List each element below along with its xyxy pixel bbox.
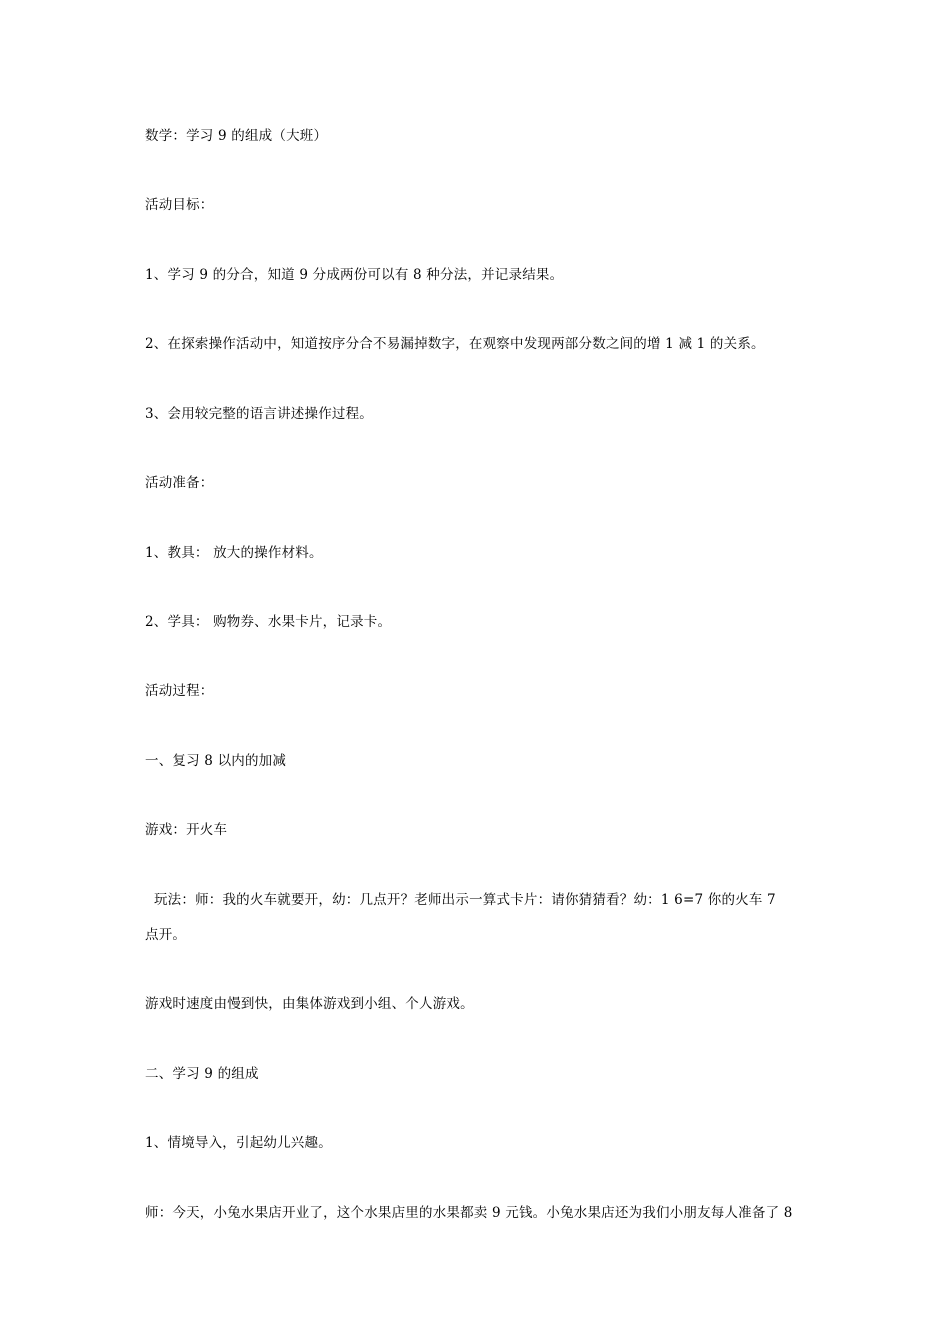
- goals-heading: 活动目标：: [145, 197, 214, 213]
- document-title: 数学：学习 9 的组成（大班）: [145, 128, 328, 144]
- teacher-line: 师：今天，小兔水果店开业了，这个水果店里的水果都卖 9 元钱。小兔水果店还为我们小朋友每人准备了 8: [145, 1205, 793, 1221]
- goal-item-2: 2、在探索操作活动中，知道按序分合不易漏掉数字，在观察中发现两部分数之间的增 1 减 1 的关系。: [145, 336, 765, 352]
- prep-item-1: 1、教具： 放大的操作材料。: [145, 545, 323, 561]
- game-title: 游戏：开火车: [145, 822, 228, 838]
- step-1-heading: 一、复习 8 以内的加减: [145, 753, 287, 769]
- prep-item-2: 2、学具： 购物券、水果卡片，记录卡。: [145, 614, 392, 630]
- goal-item-3: 3、会用较完整的语言讲述操作过程。: [145, 406, 373, 422]
- process-heading: 活动过程：: [145, 683, 214, 699]
- game-rules-line-1: 玩法：师：我的火车就要开，幼：几点开？老师出示一算式卡片：请你猜猜看？幼：1 6=7 你的火车 7: [145, 892, 776, 908]
- goal-item-1: 1、学习 9 的分合，知道 9 分成两份可以有 8 种分法，并记录结果。: [145, 267, 564, 283]
- game-rules-line-2: 点开。: [145, 927, 187, 943]
- game-note: 游戏时速度由慢到快，由集体游戏到小组、个人游戏。: [145, 996, 474, 1012]
- step-2-heading: 二、学习 9 的组成: [145, 1066, 259, 1082]
- prep-heading: 活动准备：: [145, 475, 214, 491]
- step-2-item-1: 1、情境导入，引起幼儿兴趣。: [145, 1135, 332, 1151]
